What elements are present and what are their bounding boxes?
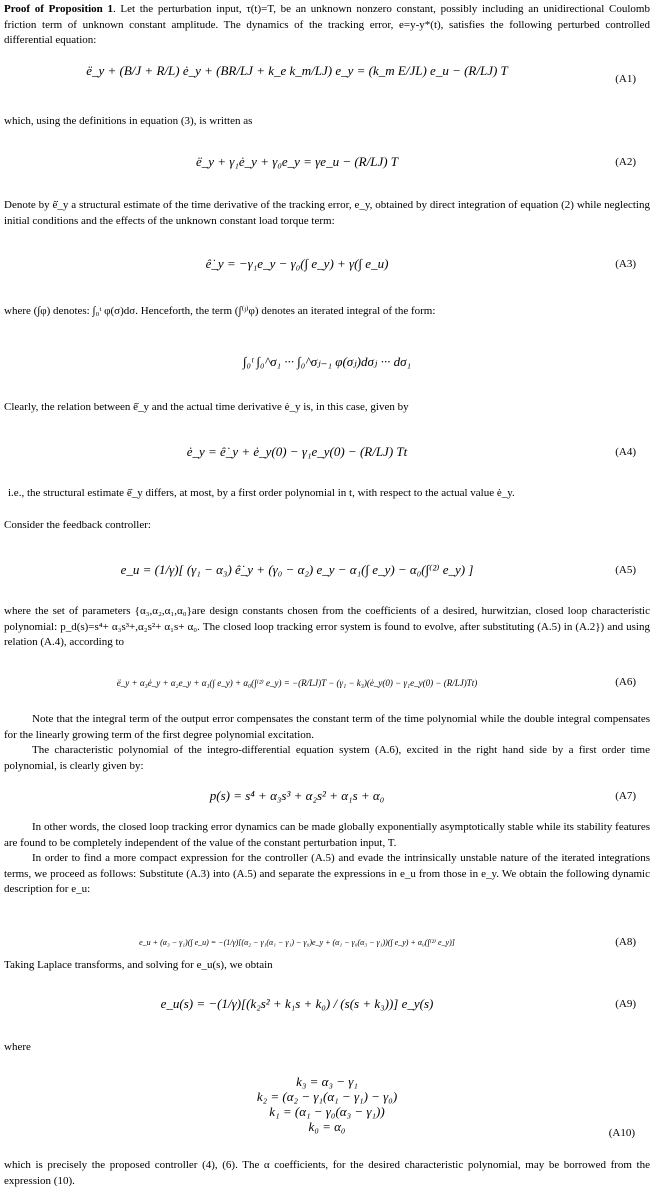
paragraph-13 bbox=[4, 958, 650, 974]
paragraph-2-text: which, using the definitions in equation (3), is written as bbox=[4, 115, 253, 127]
paragraph-9-text: Note that the integral term of the output error compensates the constant term of the time polynomial while the double integral compensates for the linearly growing term of the first degree polynomial excitation. bbox=[4, 713, 650, 741]
equation-iterated-integral-body: ∫₀ᵗ ∫₀^σ₁ ··· ∫₀^σⱼ₋₁ φ(σⱼ)dσⱼ ··· dσ₁ bbox=[242, 354, 412, 369]
paragraph-7 bbox=[4, 518, 650, 534]
paragraph-14 bbox=[4, 1040, 650, 1056]
equation-a7-label: (A7) bbox=[615, 790, 636, 802]
equation-a10-k0: k₀ = α₀ bbox=[308, 1119, 346, 1134]
paragraph-11-text: In other words, the closed loop tracking error dynamics can be made globally exponentially asymptotically stable while its stability features are found to be completely independent of the value of the constant perturbation input, T. bbox=[4, 821, 650, 849]
equation-a1-body: ë_y + (B/J + R/L) ė_y + (BR/LJ + k_e k_m/LJ) e_y = (k_m E/JL) e_u − (R/LJ) T bbox=[86, 63, 508, 78]
paragraph-9 bbox=[4, 712, 650, 774]
paragraph-6-text: i.e., the structural estimate ê̇_y differs, at most, by a first order polynomial in t, with respect to the actual value ė_y. bbox=[8, 487, 515, 499]
paragraph-14-text: where bbox=[4, 1041, 31, 1053]
paragraph-8 bbox=[4, 604, 650, 651]
paragraph-11 bbox=[4, 820, 650, 898]
paragraph-2 bbox=[4, 114, 650, 130]
equation-a6-label: (A6) bbox=[615, 676, 636, 688]
equation-a10-k3: k₃ = α₃ − γ₁ bbox=[296, 1074, 358, 1089]
paragraph-4-text: where (∫φ) denotes: ∫₀ᵗ φ(σ)dσ. Henceforth, the term (∫⁽ʲ⁾φ) denotes an iterated integral of the form: bbox=[4, 305, 436, 317]
equation-iterated-integral bbox=[4, 350, 650, 378]
paragraph-15-text: which is precisely the proposed controller (4), (6). The α coefficients, for the desired characteristic polynomial, may be borrowed from the expression (10). bbox=[4, 1159, 650, 1187]
paragraph-12-text: In order to find a more compact expression for the controller (A.5) and evade the intrinsically unstable nature of the iterated integrations terms, we proceed as follows: Substitute (A.3) into (A.5) and separate the expressions in e_u from those in e_y. We obtain the following dynamic description for e_u: bbox=[4, 852, 650, 896]
paragraph-7-text: Consider the feedback controller: bbox=[4, 519, 151, 531]
paragraph-5 bbox=[4, 400, 650, 416]
paragraph-3-text: Denote by ê̇_y a structural estimate of the time derivative of the tracking error, e_y, obtained by direct integration of equation (2) while neglecting initial conditions and the effects of the unknown constant load torque term: bbox=[4, 199, 650, 227]
equation-a3-body: ê̇_y = −γ₁e_y − γ₀(∫ e_y) + γ(∫ e_u) bbox=[205, 256, 389, 271]
equation-a2 bbox=[4, 150, 650, 176]
equation-a4-label: (A4) bbox=[615, 446, 636, 458]
equation-a6-body: ë_y + α₃ė_y + α₂e_y + α₁(∫ e_y) + α₀(∫⁽²⁾ e_y) = −(R/LJ)T − (γ₁ − k₃)(ė_y(0) − γ₁e_y(0) − (R/LJ)Tt) bbox=[116, 678, 478, 688]
equation-a7 bbox=[4, 784, 650, 810]
paragraph-3 bbox=[4, 198, 650, 229]
paragraph-8-text: where the set of parameters {α₃,α₂,α₁,α₀}are design constants chosen from the coefficients of a desired, hurwitzian, closed loop characteristic polynomial: p_d(s)=s⁴+ α₃s³+,α₂s²+ α₁s+ α₀. The closed loop tracking error system is found to evolve, after substituting (A.5) in (A.2}) and using relation (A.4), according to bbox=[4, 605, 650, 649]
equation-a3 bbox=[4, 252, 650, 278]
equation-a10-label: (A10) bbox=[608, 1127, 635, 1139]
equation-a4-body: ė_y = ê̇_y + ė_y(0) − γ₁e_y(0) − (R/LJ) Tt bbox=[186, 444, 408, 459]
paragraph-4 bbox=[4, 304, 650, 320]
equation-a8-body: e_u + (α₃ − γ₁)(∫ e_u) = −(1/γ)[(α₂ − γ₁(α₁ − γ₁) − γ₀)e_y + (α₁ − γ₀(α₃ − γ₁))(∫ e_y) + α₀(∫⁽²⁾ e_y)] bbox=[139, 938, 455, 947]
equation-a1 bbox=[4, 62, 650, 98]
paragraph-15 bbox=[4, 1158, 650, 1189]
equation-a8 bbox=[4, 930, 650, 956]
equation-a4 bbox=[4, 440, 650, 466]
intro-text: . Let the perturbation input, τ(t)=T, be an unknown nonzero constant, possibly including an unidirectional Coulomb friction term of unknown constant amplitude. The dynamics of the tracking error, e=y-y*(t), satisfies the following perturbed controlled differential equation: bbox=[4, 3, 650, 47]
equation-a2-label: (A2) bbox=[615, 156, 636, 168]
equation-a10-k2: k₂ = (α₂ − γ₁(α₁ − γ₁) − γ₀) bbox=[256, 1089, 398, 1104]
equation-a3-label: (A3) bbox=[615, 258, 636, 270]
equation-a6 bbox=[4, 670, 650, 696]
equation-a10 bbox=[4, 1074, 650, 1134]
paragraph-6 bbox=[4, 486, 650, 502]
equation-a7-body: p(s) = s⁴ + α₃s³ + α₂s² + α₁s + α₀ bbox=[209, 788, 385, 803]
paragraph-5-text: Clearly, the relation between ê̇_y and the actual time derivative ė_y is, in this case, given by bbox=[4, 401, 409, 413]
equation-a5-label: (A5) bbox=[615, 564, 636, 576]
equation-a1-label: (A1) bbox=[615, 73, 636, 85]
equation-a5 bbox=[4, 558, 650, 584]
proof-heading: Proof of Proposition 1 bbox=[4, 3, 113, 15]
equation-a10-k1: k₁ = (α₁ − γ₀(α₃ − γ₁)) bbox=[269, 1104, 385, 1119]
paragraph-intro bbox=[4, 2, 650, 49]
paragraph-13-text: Taking Laplace transforms, and solving for e_u(s), we obtain bbox=[4, 959, 273, 971]
equation-a9-body: e_u(s) = −(1/γ)[(k₂s² + k₁s + k₀) / (s(s + k₃))] e_y(s) bbox=[160, 996, 434, 1011]
paragraph-10-text: The characteristic polynomial of the integro-differential equation system (A.6), excited in the right hand side by a first order time polynomial, is clearly given by: bbox=[4, 744, 650, 772]
equation-a9 bbox=[4, 992, 650, 1018]
equation-a9-label: (A9) bbox=[615, 998, 636, 1010]
equation-a8-label: (A8) bbox=[615, 936, 636, 948]
equation-a2-body: ë_y + γ₁ė_y + γ₀e_y = γe_u − (R/LJ) T bbox=[195, 154, 399, 169]
equation-a5-body: e_u = (1/γ)[ (γ₁ − α₃) ê̇_y + (γ₀ − α₂) e_y − α₁(∫ e_y) − α₀(∫⁽²⁾ e_y) ] bbox=[120, 562, 474, 577]
